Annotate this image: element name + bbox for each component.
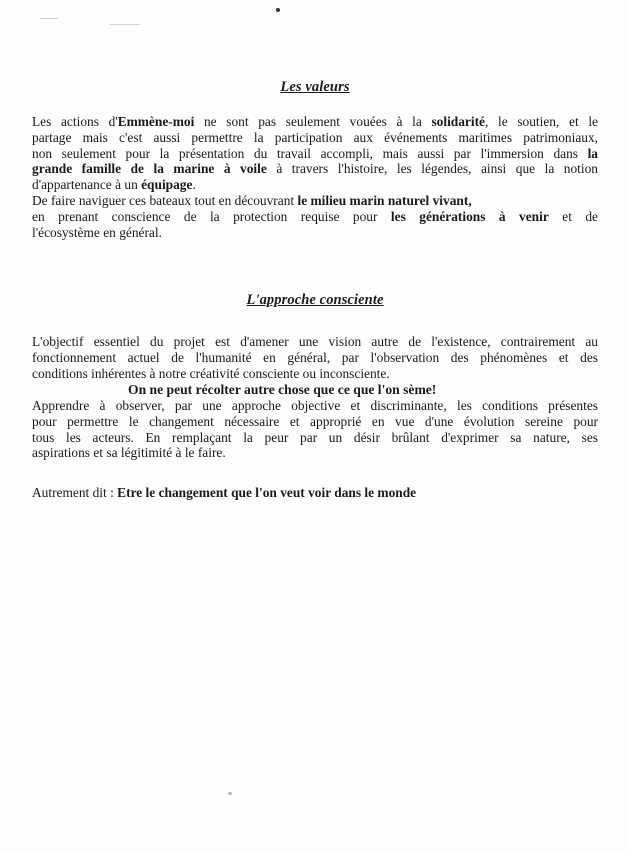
text-line	[32, 366, 598, 382]
text-run: conditions inhérentes à notre créativité consciente ou inconsciente.	[32, 365, 390, 381]
text-run: d'appartenance à un	[32, 177, 142, 193]
text-run: Apprendre à observer, par une approche objective et discriminante, les conditions présentes	[32, 398, 598, 413]
text-line	[32, 114, 598, 130]
text-run: à travers l'histoire, les légendes, ainsi que la notion	[266, 161, 599, 177]
scan-speck	[228, 792, 232, 795]
text-line	[32, 209, 598, 225]
text-run: l'écosystème en général.	[32, 224, 162, 240]
text-line	[32, 445, 598, 461]
bold-text: équipage	[141, 177, 193, 193]
text-line	[32, 334, 598, 350]
text-run: L'objectif essentiel du projet est d'amener une vision autre de l'existence, contrairement au	[32, 334, 598, 349]
scan-speck	[40, 18, 58, 19]
section-title-valeurs: Les valeurs	[280, 79, 350, 95]
paragraph-valeurs	[32, 114, 598, 240]
emphasis-line: On ne peut récolter autre chose que ce que l'on sème!	[128, 382, 437, 397]
text-run: fonctionnement actuel de l'humanité en général, par l'observation des phénomènes et des	[32, 349, 598, 365]
text-line	[32, 398, 598, 414]
text-run: en prenant conscience de la protection requise pour	[32, 208, 391, 224]
bold-text: grande famille de la marine à voile	[32, 161, 267, 177]
text-line	[32, 193, 598, 209]
text-run: , le soutien, et le	[485, 114, 598, 129]
text-line	[32, 146, 598, 162]
paragraph-approche-intro	[32, 334, 598, 381]
closing-quote: Etre le changement que l'on veut voir dans le monde	[117, 485, 417, 500]
scan-speck	[276, 8, 280, 12]
text-run: partage mais c'est aussi permettre la participation aux événements maritimes patrimoniaux,	[32, 129, 598, 145]
text-line	[32, 414, 598, 430]
section-title-approche: L'approche consciente	[246, 292, 384, 308]
closing-line	[32, 485, 598, 501]
paragraph-approche-body	[32, 398, 598, 461]
text-line	[32, 177, 598, 193]
text-run: aspirations et sa légitimité à le faire.	[32, 445, 226, 461]
bold-text: Emmène-moi	[117, 114, 195, 129]
closing-prefix: Autrement dit :	[32, 485, 118, 500]
bold-text: le milieu marin naturel vivant,	[297, 192, 472, 208]
text-run: tous les acteurs. En remplaçant la peur par un désir brûlant d'exprimer sa nature, ses	[32, 429, 598, 445]
text-run: .	[192, 177, 196, 193]
bold-text: la	[587, 145, 598, 161]
bold-text: les générations à venir	[390, 208, 549, 224]
text-run: Les actions d'	[32, 114, 118, 129]
text-run: ne sont pas seulement vouées à la	[194, 114, 432, 129]
text-run: pour permettre le changement nécessaire et approprié en vue d'une évolution sereine pour	[32, 413, 598, 429]
scan-speck	[110, 24, 140, 25]
text-line	[32, 130, 598, 146]
text-run: De faire naviguer ces bateaux tout en découvrant	[32, 192, 298, 208]
text-run: et de	[548, 208, 598, 224]
text-line	[32, 430, 598, 446]
text-line	[32, 350, 598, 366]
text-line	[32, 161, 598, 177]
text-line	[32, 225, 598, 241]
bold-text: solidarité	[431, 114, 485, 129]
text-run: non seulement pour la présentation du travail accompli, mais aussi par l'immersion dans	[32, 145, 588, 161]
